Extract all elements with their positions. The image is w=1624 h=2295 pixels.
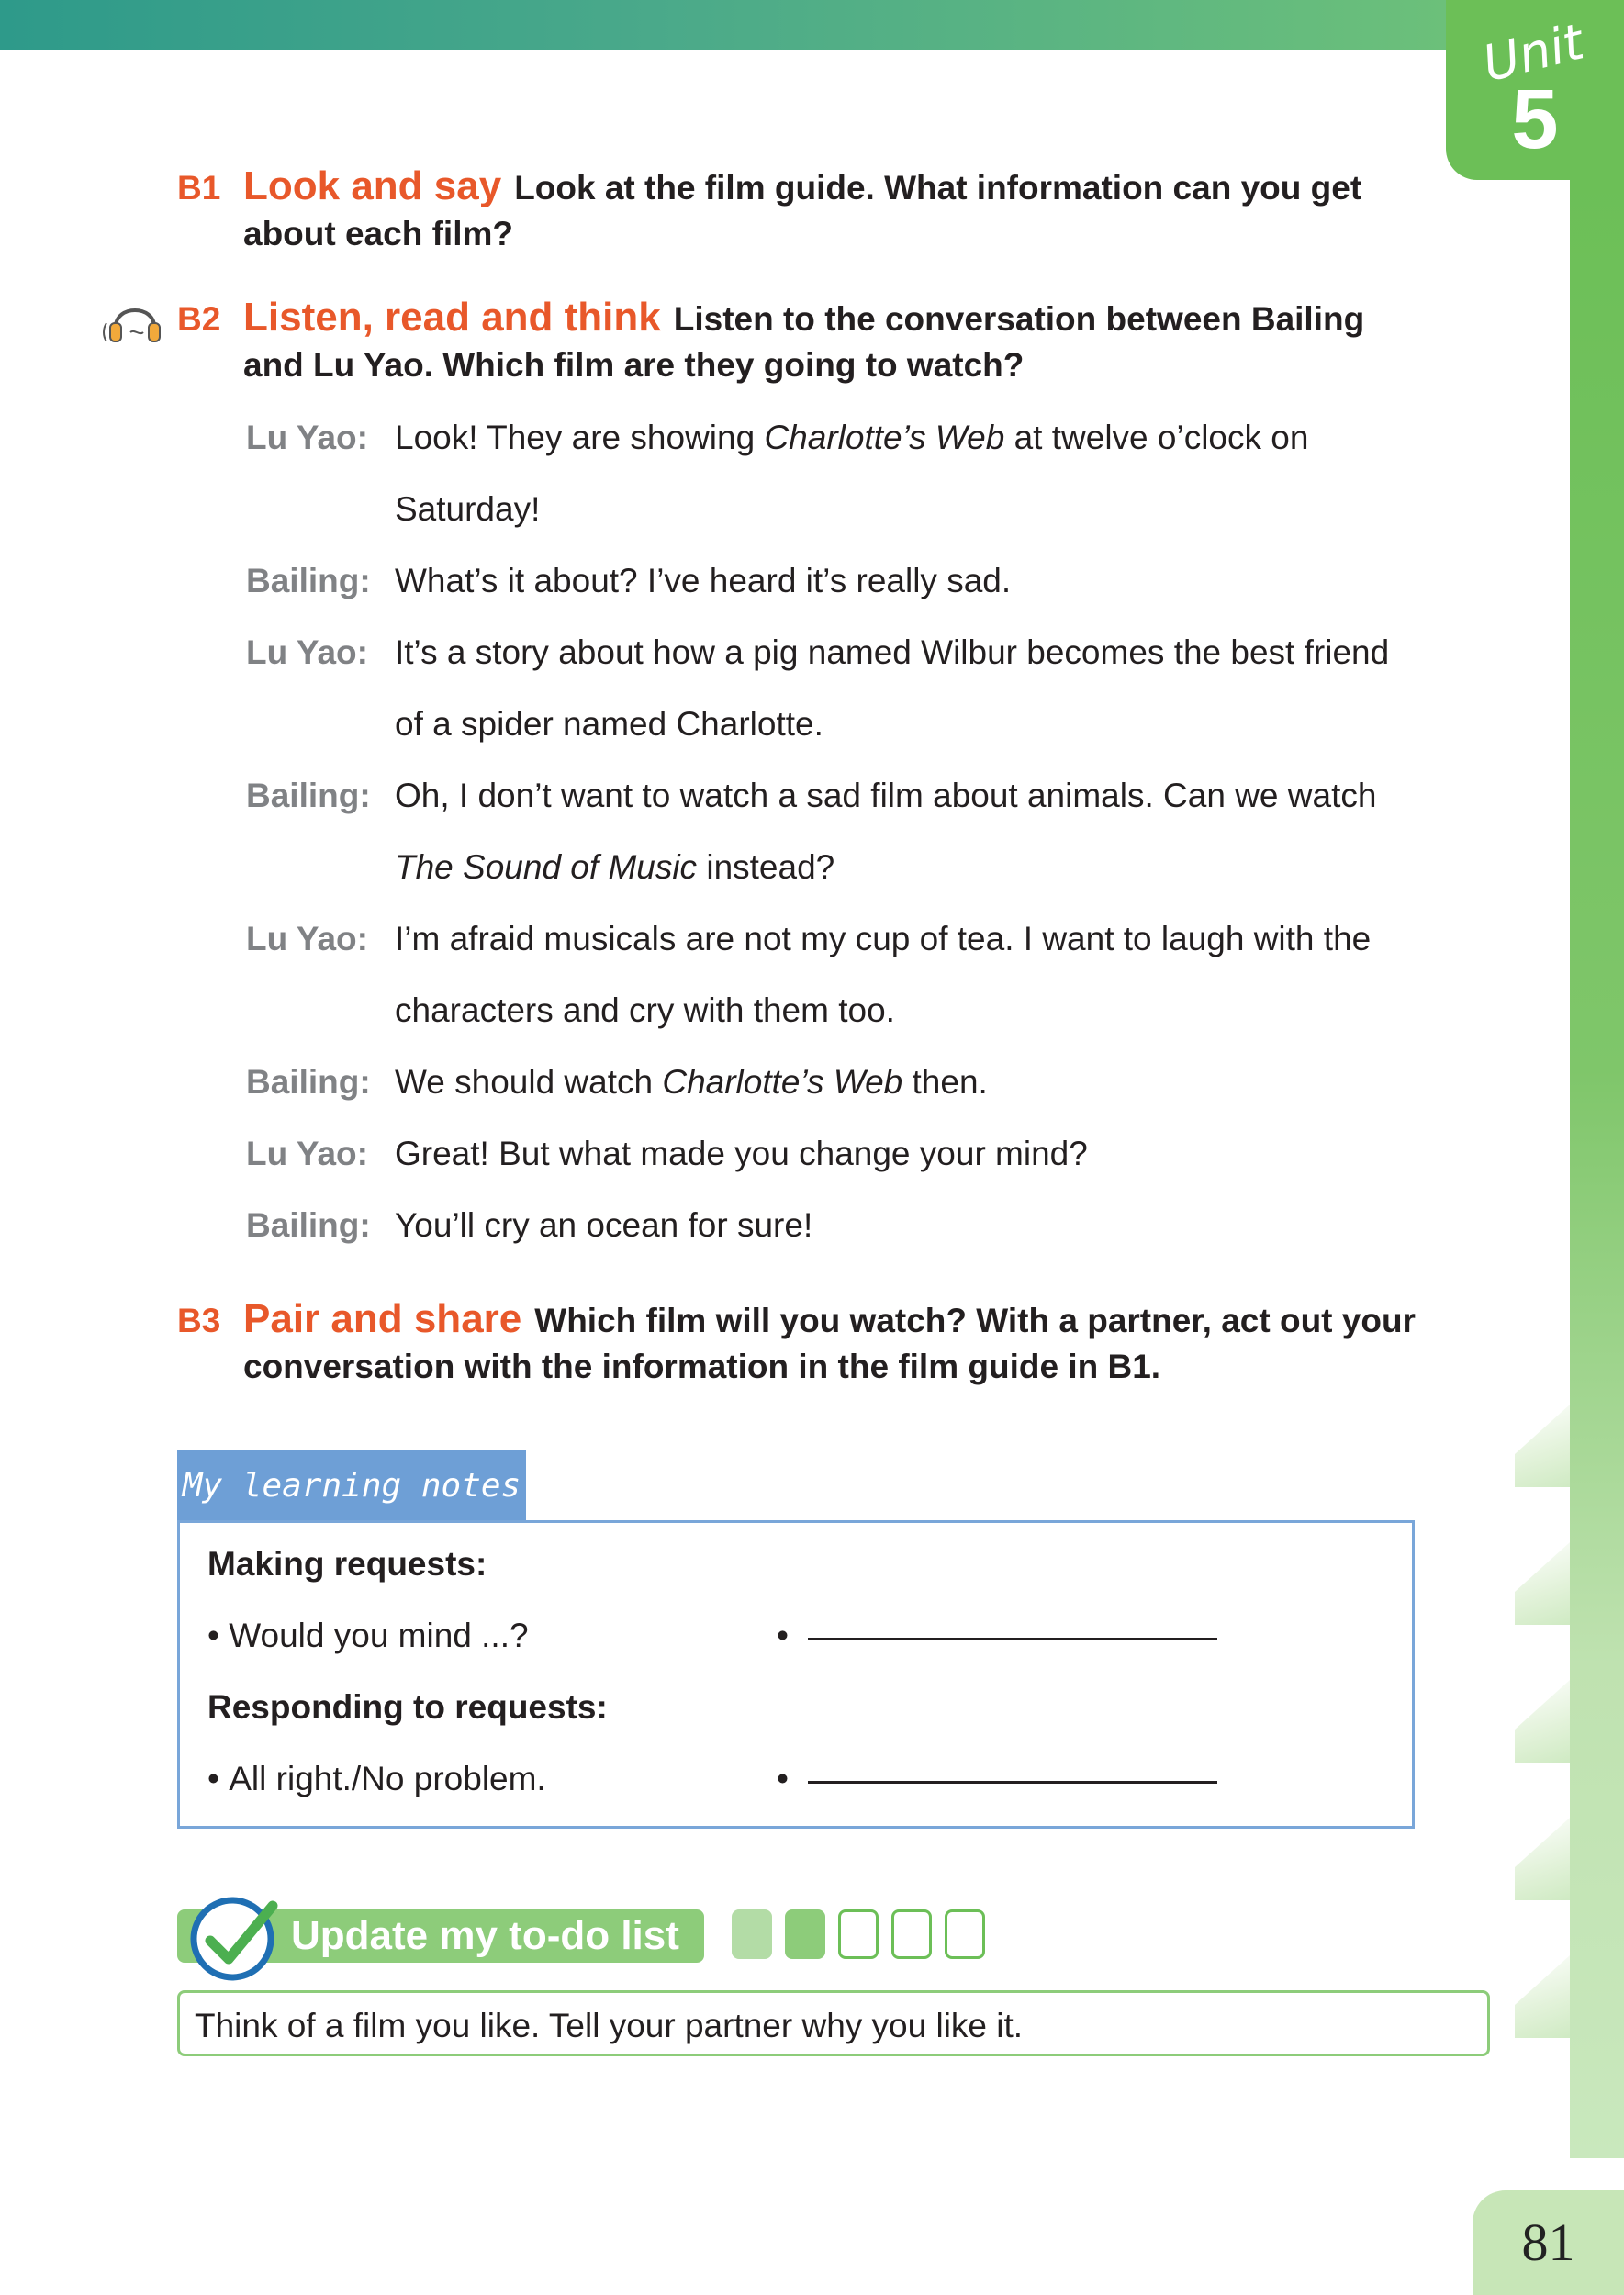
responding-requests-blank[interactable]: • bbox=[777, 1760, 1217, 1798]
making-requests-blank[interactable]: • bbox=[777, 1617, 1217, 1655]
speech: You’ll cry an ocean for sure! bbox=[395, 1206, 813, 1244]
side-decoration-stripe bbox=[1515, 1955, 1570, 2038]
speaker: Bailing: bbox=[246, 1063, 371, 1101]
speech: We should watch Charlotte’s Web then. bbox=[395, 1063, 988, 1101]
fill-in-blank[interactable] bbox=[808, 1636, 1217, 1640]
task-code: B2 bbox=[177, 300, 221, 338]
dialogue-line bbox=[246, 545, 1439, 617]
headphones-icon bbox=[103, 296, 167, 347]
task-instruction: Look at the film guide. What information can you get bbox=[514, 169, 1362, 207]
dialogue-line bbox=[246, 903, 1439, 1047]
task-code: B1 bbox=[177, 169, 221, 207]
side-decoration-stripe bbox=[1515, 1542, 1570, 1625]
checkmark-icon bbox=[188, 1891, 280, 1983]
dialogue bbox=[246, 402, 1439, 1261]
task-instruction: Which film will you watch? With a partner, act out your bbox=[534, 1302, 1416, 1339]
dialogue-line bbox=[246, 760, 1439, 903]
making-requests-item: • Would you mind ...? bbox=[207, 1617, 529, 1654]
speaker: Bailing: bbox=[246, 562, 371, 599]
responding-requests-item: • All right./No problem. bbox=[207, 1760, 546, 1797]
dialogue-line bbox=[246, 1118, 1439, 1190]
side-decoration-stripe bbox=[1515, 1680, 1570, 1763]
dialogue-line bbox=[246, 402, 1439, 545]
task-title: Listen, read and think bbox=[243, 295, 661, 340]
speech: Great! But what made you change your mind? bbox=[395, 1135, 1088, 1172]
progress-box-filled bbox=[785, 1909, 825, 1959]
top-banner bbox=[0, 0, 1450, 50]
speech-cont: Saturday! bbox=[395, 490, 541, 528]
speaker: Lu Yao: bbox=[246, 1135, 368, 1172]
todo-text-box: Think of a film you like. Tell your partner why you like it. bbox=[177, 1990, 1490, 2056]
speaker: Lu Yao: bbox=[246, 633, 368, 671]
unit-tab bbox=[1446, 0, 1624, 180]
fill-in-blank[interactable] bbox=[808, 1779, 1217, 1784]
speech-cont: of a spider named Charlotte. bbox=[395, 705, 823, 743]
speech-cont: The Sound of Music instead? bbox=[395, 848, 835, 886]
progress-box-filled bbox=[732, 1909, 772, 1959]
dialogue-line bbox=[246, 1190, 1439, 1261]
speech: I’m afraid musicals are not my cup of tea. I want to laugh with the bbox=[395, 920, 1372, 957]
responding-requests-label: Responding to requests: bbox=[207, 1688, 608, 1726]
side-decoration-stripe bbox=[1515, 1405, 1570, 1487]
side-decoration-strip bbox=[1570, 180, 1624, 2158]
side-decoration-stripe bbox=[1515, 1818, 1570, 1900]
task-instruction: Listen to the conversation between Bailing bbox=[673, 300, 1365, 338]
speaker: Bailing: bbox=[246, 1206, 371, 1244]
speech-cont: characters and cry with them too. bbox=[395, 991, 895, 1029]
speaker: Bailing: bbox=[246, 777, 371, 814]
speaker: Lu Yao: bbox=[246, 419, 368, 456]
learning-notes-tab: My learning notes bbox=[177, 1450, 526, 1522]
making-requests-label: Making requests: bbox=[207, 1545, 487, 1583]
speech: Oh, I don’t want to watch a sad film about animals. Can we watch bbox=[395, 777, 1377, 814]
task-title: Look and say bbox=[243, 163, 502, 208]
speaker: Lu Yao: bbox=[246, 920, 368, 957]
task-b2 bbox=[177, 295, 1417, 388]
task-b3 bbox=[177, 1296, 1417, 1390]
dialogue-line bbox=[246, 1047, 1439, 1118]
page-number: 81 bbox=[1473, 2190, 1624, 2295]
task-instruction-cont: conversation with the information in the film guide in B1. bbox=[243, 1348, 1161, 1385]
unit-word: Unit bbox=[1477, 12, 1589, 94]
task-code: B3 bbox=[177, 1302, 221, 1339]
progress-box-empty bbox=[838, 1909, 879, 1959]
progress-box-empty bbox=[891, 1909, 932, 1959]
unit-number: 5 bbox=[1511, 73, 1559, 166]
update-todo-label: Update my to-do list bbox=[291, 1913, 679, 1958]
dialogue-line bbox=[246, 617, 1439, 760]
speech: What’s it about? I’ve heard it’s really sad. bbox=[395, 562, 1012, 599]
speech: It’s a story about how a pig named Wilbur becomes the best friend bbox=[395, 633, 1390, 671]
progress-box-empty bbox=[945, 1909, 985, 1959]
task-b1 bbox=[177, 163, 1417, 257]
task-instruction-cont: and Lu Yao. Which film are they going to watch? bbox=[243, 346, 1025, 384]
learning-notes-box bbox=[177, 1520, 1415, 1829]
speech: Look! They are showing Charlotte’s Web at twelve o’clock on bbox=[395, 419, 1309, 456]
task-instruction-cont: about each film? bbox=[243, 215, 513, 252]
task-title: Pair and share bbox=[243, 1296, 522, 1341]
